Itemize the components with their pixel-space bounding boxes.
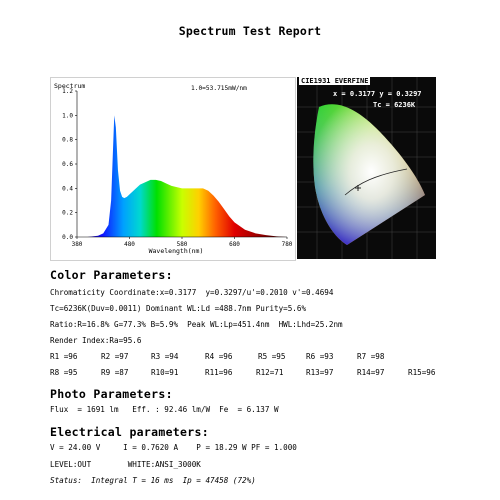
spectrum-chart-panel [50, 77, 296, 261]
x-axis-title: Wavelength(nm) [148, 247, 204, 255]
flux-line: Flux = 1691 lm Eff. : 92.46 lm/W Fe = 6.137 W [50, 405, 279, 414]
y-axis-title: Spectrum [54, 82, 86, 90]
y-tick-label: 0.0 [62, 234, 73, 241]
y-tick-label: 1.2 [62, 88, 73, 95]
x-tick-label: 480 [124, 241, 135, 248]
y-tick-label: 0.2 [62, 209, 73, 217]
r13-value: R13=97 [306, 368, 334, 377]
scale-note: 1.0=53.715mW/nm [191, 85, 247, 92]
electrical-params-heading: Electrical parameters: [50, 425, 209, 439]
r10-value: R10=91 [151, 368, 179, 377]
y-tick-label: 0.6 [62, 161, 73, 168]
spectrum-series-area [77, 115, 287, 237]
ratio-line: Ratio:R=16.8% G=77.3% B=5.9% Peak WL:Lp=451.4nm HWL:Lhd=25.2nm [50, 320, 343, 329]
r6-value: R6 =93 [306, 352, 334, 361]
cie-coordinates: x = 0.3177 y = 0.3297 [333, 90, 422, 98]
cie-diagram-panel [297, 77, 436, 259]
electrical-line: V = 24.00 V I = 0.7620 A P = 18.29 W PF = 1.000 [50, 443, 297, 452]
r5-value: R5 =95 [258, 352, 286, 361]
x-tick-label: 380 [71, 241, 83, 248]
report-title: Spectrum Test Report [178, 24, 322, 38]
x-tick-label: 780 [281, 241, 293, 248]
r11-value: R11=96 [205, 368, 233, 377]
level-line: LEVEL:OUT WHITE:ANSI_3000K [50, 460, 201, 469]
color-params-heading: Color Parameters: [50, 268, 173, 282]
y-axis [62, 88, 77, 241]
r7-value: R7 =98 [357, 352, 385, 361]
status-line: Status: Integral T = 16 ms Ip = 47458 (72%) [50, 476, 256, 485]
x-tick-label: 580 [176, 241, 188, 248]
photo-params-heading: Photo Parameters: [50, 387, 173, 401]
y-tick-label: 1.0 [62, 112, 73, 120]
y-tick-label: 0.4 [62, 185, 73, 193]
tc-line: Tc=6236K(Duv=0.0011) Dominant WL:Ld =488.7nm Purity=5.6% [50, 304, 307, 313]
x-tick-label: 680 [229, 241, 240, 248]
render-index-line: Render Index:Ra=95.6 [50, 336, 142, 345]
y-tick-label: 0.8 [62, 136, 73, 144]
cie-cct: Tc = 6236K [373, 101, 416, 109]
r1-value: R1 =96 [50, 352, 78, 361]
r12-value: R12=71 [256, 368, 284, 377]
r14-value: R14=97 [357, 368, 385, 377]
r8-value: R8 =95 [50, 368, 78, 377]
r15-value: R15=96 [408, 368, 436, 377]
r2-value: R2 =97 [101, 352, 129, 361]
chromaticity-line: Chromaticity Coordinate:x=0.3177 y=0.3297/u'=0.2010 v'=0.4694 [50, 288, 334, 297]
cie-header: CIE1931 EVERFINE [301, 77, 369, 85]
spectrum-area [77, 115, 287, 237]
r3-value: R3 =94 [151, 352, 179, 361]
r9-value: R9 =87 [101, 368, 129, 377]
spectrum-chart [51, 78, 295, 260]
r4-value: R4 =96 [205, 352, 233, 361]
